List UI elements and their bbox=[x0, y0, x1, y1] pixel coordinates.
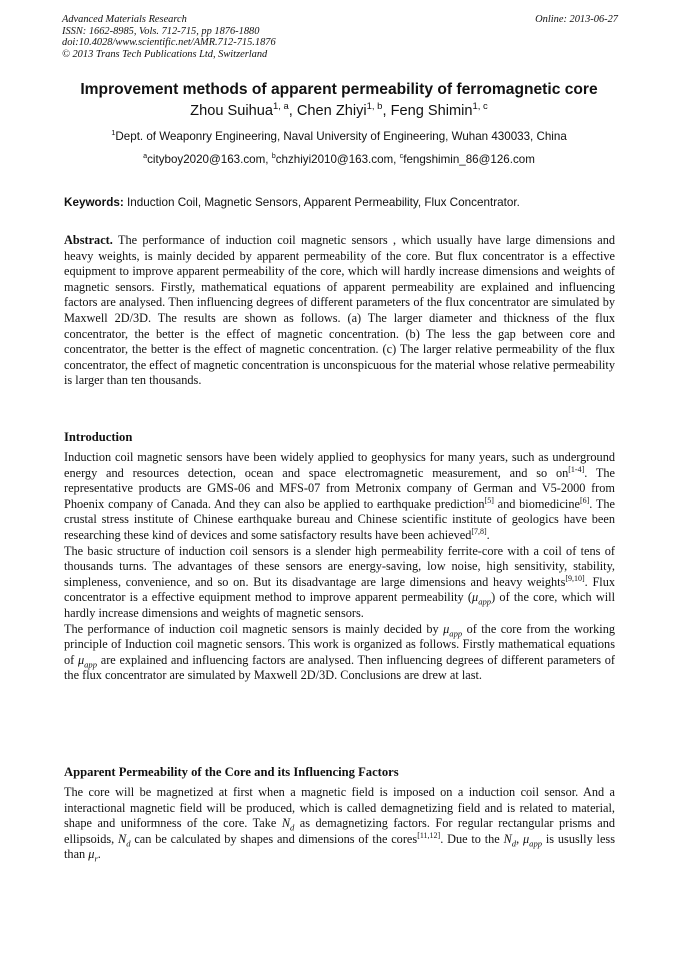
author-sup: 1, a bbox=[272, 101, 289, 113]
online-date: Online: 2013-06-27 bbox=[535, 14, 618, 25]
math-mu-app: $\mu_{app}$ bbox=[522, 831, 543, 849]
math-mu-app: $\mu_{app}$ bbox=[77, 652, 98, 670]
affiliation bbox=[0, 130, 678, 143]
section-heading-introduction: Introduction bbox=[64, 430, 133, 444]
author-name: Zhou Suihua bbox=[190, 103, 273, 119]
email-sup: a bbox=[143, 151, 148, 161]
paper-title: Improvement methods of apparent permeability of ferromagnetic core bbox=[80, 81, 598, 98]
section2-body bbox=[64, 785, 615, 863]
citation: [11,12] bbox=[417, 830, 441, 840]
author-sup: 1, b bbox=[366, 101, 383, 113]
paragraph: The basic structure of induction coil sensors is a slender high permeability ferrite-core with a coil of tens of thousands turns. The advantages of these sensors are energy-saving, low noise, high sensitivity, stability, simpleness, convenience, and so on. But its disadvantage are large dimensions and heavy weights[9,10]. Flux concentrator is a effective equipment method to improve apparent permeability $(\mu_{app})$ of the core, which will hardly increase dimensions and weights of magnetic sensors. bbox=[64, 543, 616, 620]
author-list: Zhou Suihua$^{1, a}$, Chen Zhiyi$^{1, b}$, Feng Shimin$^{1, c}$ bbox=[190, 101, 488, 119]
paragraph: The core will be magnetized at first when a magnetic field is imposed on a induction coil sensor. And a interactional magnetic field will be produced, which is called demagnetizing field and is related to material, shape and uniformness of the core. Take $N_d$ as demagnetizing factors. For regular rectangular prisms and ellipsoids, $N_d$ can be calculated by shapes and dimensions of the cores[11,12]. Due to the $N_d$, $\mu_{app}$ is ususlly less than $\mu_r$. bbox=[64, 785, 616, 864]
doi-line: doi:10.4028/www.scientific.net/AMR.712-715.1876 bbox=[62, 37, 276, 48]
introduction-body bbox=[64, 450, 615, 684]
affiliation-text: Dept. of Weaponry Engineering, Naval University of Engineering, Wuhan 430033, China bbox=[115, 130, 567, 143]
email-address[interactable]: chzhiyi2010@163.com, bbox=[275, 153, 397, 166]
author-sup: 1, c bbox=[472, 101, 488, 113]
abstract-label: Abstract. bbox=[64, 233, 113, 247]
keywords bbox=[64, 196, 616, 209]
email-sup: b bbox=[271, 151, 276, 161]
citation: [9,10] bbox=[565, 573, 585, 583]
math-N-d: $N_d$ bbox=[118, 831, 131, 849]
author-name: Feng Shimin bbox=[390, 103, 473, 119]
issn-line: ISSN: 1662-8985, Vols. 712-715, pp 1876-1880 bbox=[62, 25, 260, 37]
email-address[interactable]: cityboy2020@163.com, bbox=[147, 153, 269, 166]
citation: [1-4] bbox=[568, 464, 585, 474]
math-mu-r: $\mu_r$ bbox=[88, 847, 98, 864]
affiliation-sup: 1 bbox=[111, 128, 116, 138]
math-mu-app: $\mu_{app}$ bbox=[472, 590, 492, 607]
keywords-label: Keywords: bbox=[64, 196, 124, 209]
author-name: Chen Zhiyi bbox=[296, 103, 367, 119]
abstract-text: The performance of induction coil magnetic sensors , which usually have large dimensions and heavy weights, is mainly decided by apparent permeability of the core. But flux concentrator is a effective equipment to improve apparent permeability of the core, which will hardly increase dimensions and weights of magnetic sensors. Firstly, mathematical equations of apparent permeability are explained and influencing factors are analysed. Then influencing degrees of different parameters of the flux concentrator are simulated by Maxwell 2D/3D. The results are shown as follows. (a) The larger diameter and thickness of the flux concentrator, the better is the effect of magnetic concentration. (b) The less the gap between core and concentrator, the better is the effect of magnetic concentration. (c) The larger relative permeability of the flux concentrator, the effect of magnetic concentration is unconspicuous for the material whose relative permeability is larger than ten thousands. bbox=[64, 233, 615, 388]
citation: [5] bbox=[484, 495, 494, 505]
journal-name: Advanced Materials Research bbox=[62, 14, 187, 25]
math-mu-app: $\mu_{app}$ bbox=[443, 621, 463, 638]
paragraph: The performance of induction coil magnetic sensors is mainly decided by $\mu_{app}$ of the core from the working principle of Induction coil magnetic sensors. This work is organized as follows. Firstly mathematical equations of $\mu_{app}$ are explained and influencing factors are analysed. Then influencing degrees of different parameters of the flux concentrator are simulated by Maxwell 2D/3D. Conclusions are drew at last. bbox=[64, 621, 615, 683]
paragraph: Induction coil magnetic sensors have been widely applied to geophysics for many years, such as underground energy and resources detection, ocean and space electromagnetic measurement, and so on[1-4]. The representative products are GMS-06 and MFS-07 from Metronix company of German and V5-2000 from Phoenix company of Canada. And they can also be applied to earthquake prediction[5] and biomedicine[6]. The crustal stress institute of Chinese earthquake bureau and Chinese scientific institute of geologics have been researching these kind of devices and some satisfactory results have been achieved[7,8]. bbox=[64, 450, 616, 542]
email-sup: c bbox=[399, 151, 404, 161]
email-list bbox=[0, 153, 678, 166]
citation: [6] bbox=[579, 495, 590, 505]
section-heading-apparent-permeability: Apparent Permeability of the Core and its Influencing Factors bbox=[64, 765, 399, 779]
keywords-text: Induction Coil, Magnetic Sensors, Apparent Permeability, Flux Concentrator. bbox=[127, 196, 520, 209]
citation: [7,8] bbox=[471, 526, 487, 536]
abstract bbox=[64, 233, 615, 389]
math-N-d: $N_d$ bbox=[281, 816, 295, 833]
email-address[interactable]: fengshimin_86@126.com bbox=[403, 153, 535, 166]
copyright-line: © 2013 Trans Tech Publications Ltd, Switzerland bbox=[62, 48, 268, 60]
journal-header bbox=[62, 14, 618, 60]
math-N-d: $N_d$ bbox=[503, 831, 517, 849]
